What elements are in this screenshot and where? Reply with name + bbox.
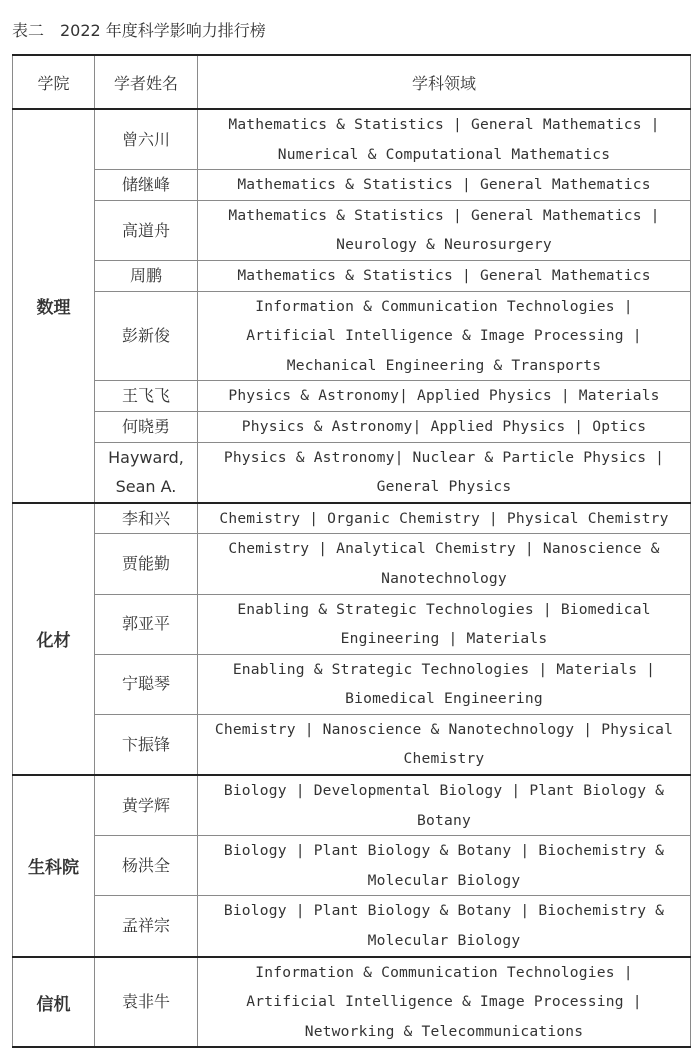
field-cell: Physics & Astronomy| Applied Physics | Materials	[198, 381, 691, 412]
table-row	[13, 260, 691, 291]
field-cell: Mathematics & Statistics | General Mathematics | Numerical & Computational Mathematics	[198, 109, 691, 170]
ranking-table	[12, 54, 691, 1048]
table-row	[13, 170, 691, 201]
scholar-name: 卞振锋	[95, 714, 198, 775]
scholar-name: 李和兴	[95, 503, 198, 534]
scholar-name: 曾六川	[95, 109, 198, 170]
table-row	[13, 503, 691, 534]
header-college: 学院	[13, 55, 95, 109]
scholar-name: 宁聪琴	[95, 654, 198, 714]
college-cell: 生科院	[13, 775, 95, 957]
header-scholar-name: 学者姓名	[95, 55, 198, 109]
table-row	[13, 775, 691, 836]
scholar-name: 孟祥宗	[95, 896, 198, 957]
field-cell: Physics & Astronomy| Applied Physics | Optics	[198, 411, 691, 442]
scholar-name: 杨洪全	[95, 836, 198, 896]
field-cell: Chemistry | Organic Chemistry | Physical Chemistry	[198, 503, 691, 534]
scholar-name: 王飞飞	[95, 381, 198, 412]
field-cell: Biology | Plant Biology & Botany | Biochemistry & Molecular Biology	[198, 836, 691, 896]
college-cell: 数理	[13, 109, 95, 503]
field-cell: Mathematics & Statistics | General Mathematics	[198, 170, 691, 201]
table-row	[13, 109, 691, 170]
field-cell: Information & Communication Technologies | Artificial Intelligence & Image Processing | Networking & Telecommunications	[198, 957, 691, 1048]
table-row	[13, 594, 691, 654]
table-row	[13, 411, 691, 442]
scholar-name: 何晓勇	[95, 411, 198, 442]
field-cell: Biology | Plant Biology & Botany | Biochemistry & Molecular Biology	[198, 896, 691, 957]
college-cell: 化材	[13, 503, 95, 775]
scholar-name: 郭亚平	[95, 594, 198, 654]
field-cell: Biology | Developmental Biology | Plant Biology & Botany	[198, 775, 691, 836]
field-cell: Physics & Astronomy| Nuclear & Particle Physics | General Physics	[198, 442, 691, 503]
header-field: 学科领域	[198, 55, 691, 109]
scholar-name: 储继峰	[95, 170, 198, 201]
table-row	[13, 200, 691, 260]
table-row	[13, 654, 691, 714]
field-cell: Chemistry | Analytical Chemistry | Nanoscience & Nanotechnology	[198, 534, 691, 594]
field-cell: Enabling & Strategic Technologies | Materials | Biomedical Engineering	[198, 654, 691, 714]
scholar-name: 彭新俊	[95, 291, 198, 381]
table-header-row	[13, 55, 691, 109]
field-cell: Mathematics & Statistics | General Mathematics	[198, 260, 691, 291]
table-row	[13, 957, 691, 1048]
scholar-name: 黄学辉	[95, 775, 198, 836]
scholar-name: 袁非牛	[95, 957, 198, 1048]
table-row	[13, 836, 691, 896]
scholar-name: 贾能勤	[95, 534, 198, 594]
field-cell: Mathematics & Statistics | General Mathematics | Neurology & Neurosurgery	[198, 200, 691, 260]
field-cell: Enabling & Strategic Technologies | Biomedical Engineering | Materials	[198, 594, 691, 654]
field-cell: Information & Communication Technologies | Artificial Intelligence & Image Processing | Mechanical Engineering & Transports	[198, 291, 691, 381]
table-row	[13, 291, 691, 381]
table-row	[13, 896, 691, 957]
table-caption: 表二 2022 年度科学影响力排行榜	[12, 21, 266, 40]
table-row	[13, 442, 691, 503]
scholar-name: 高道舟	[95, 200, 198, 260]
table-row	[13, 714, 691, 775]
table-row	[13, 534, 691, 594]
field-cell: Chemistry | Nanoscience & Nanotechnology | Physical Chemistry	[198, 714, 691, 775]
scholar-name: 周鹏	[95, 260, 198, 291]
college-cell: 信机	[13, 957, 95, 1048]
scholar-name: Hayward, Sean A.	[95, 442, 198, 503]
table-row	[13, 381, 691, 412]
